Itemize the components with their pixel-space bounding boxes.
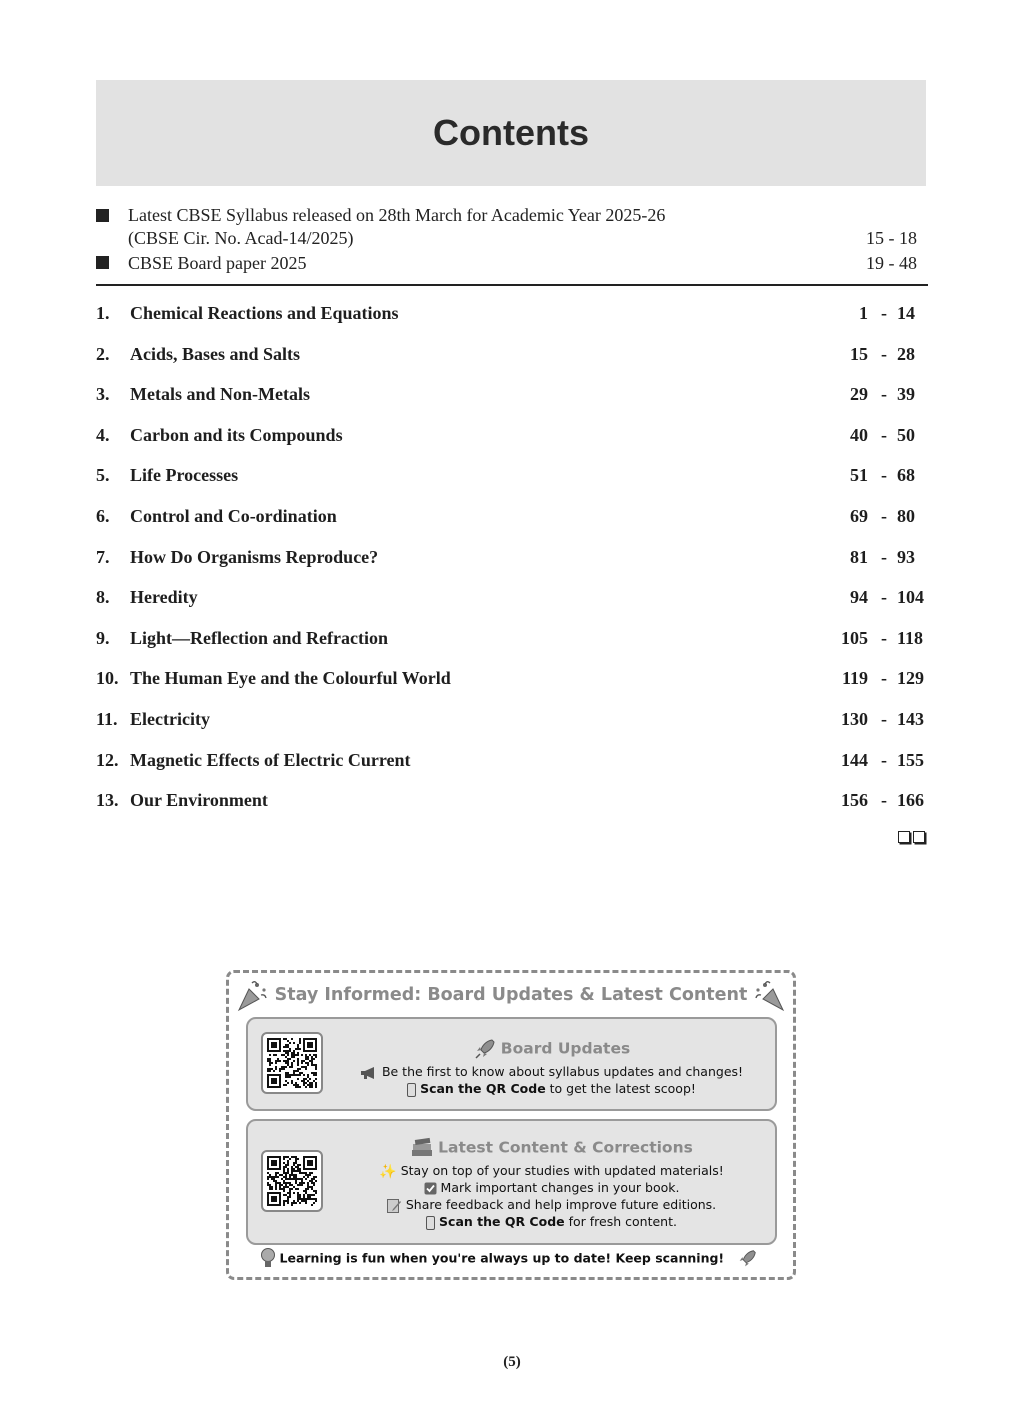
chapter-number: 3. [96,384,110,405]
chapter-number: 10. [96,668,119,689]
line-text: Stay on top of your studies with updated materials! [400,1163,724,1178]
chapter-page-end: 104 [897,587,924,608]
chapter-number: 1. [96,303,110,323]
latest-content-title [328,1137,775,1159]
chapter-number: 4. [96,424,110,445]
latest-content-card [246,1119,777,1245]
prelim-line: (CBSE Cir. No. Acad-14/2025) [128,228,354,248]
chapter-number: 12. [96,749,119,770]
chapter-page-start: 94 [850,587,868,608]
chapter-page-end: 93 [897,546,915,567]
chapter-number: 8. [96,587,110,608]
chapter-page-start: 130 [841,709,868,729]
chapter-page-end: 155 [897,749,924,770]
page-range-dash: - [881,790,887,811]
chapter-page-start: 156 [841,790,868,811]
latest-content-line3 [328,1197,775,1213]
info-box-footer [229,1247,793,1271]
board-updates-card [246,1017,777,1111]
card-title-text: Board Updates [500,1039,631,1058]
page-range-dash: - [881,546,887,567]
square-bullet-icon [96,256,109,269]
chapter-row[interactable] [96,465,928,491]
chapter-page-end: 143 [897,709,924,729]
chapter-page-end: 50 [897,424,915,445]
chapter-title: Light—Reflection and Refraction [130,627,388,648]
qr-code-board-updates[interactable] [261,1032,323,1094]
page-range-dash: - [881,627,887,648]
board-updates-title [328,1037,775,1061]
page-range-dash: - [881,709,887,729]
prelim-pages: 19 - 48 [866,253,917,273]
chapter-title: Control and Co-ordination [130,506,337,526]
chapter-title: Magnetic Effects of Electric Current [130,749,411,770]
chapter-title: Our Environment [130,790,268,811]
page-range-dash: - [881,668,887,689]
prelim-item-board-paper[interactable] [96,253,926,277]
line-text: to get the latest scoop! [545,1081,696,1096]
chapter-number: 2. [96,343,110,364]
latest-content-line1 [328,1163,775,1180]
books-icon [410,1137,434,1159]
board-updates-line1 [328,1064,775,1080]
page-number: (5) [503,1354,521,1370]
page-range-dash: - [881,424,887,445]
end-mark-icon [898,831,925,843]
line-bold: Scan the QR Code [420,1081,546,1096]
chapter-number: 5. [96,465,110,486]
chapter-page-start: 69 [850,506,868,526]
chapter-row[interactable] [96,790,928,816]
chapter-row[interactable] [96,344,928,370]
chapter-page-end: 28 [897,343,915,364]
lightbulb-icon [260,1247,276,1271]
page-range-dash: - [881,465,887,486]
phone-icon [426,1216,435,1230]
prelim-line: Latest CBSE Syllabus released on 28th March for Academic Year 2025-26 [128,205,666,225]
info-box-heading: Stay Informed: Board Updates & Latest Content [274,985,748,1005]
chapter-row[interactable] [96,547,928,573]
chapter-page-start: 51 [850,465,868,486]
chapter-page-start: 15 [850,343,868,364]
board-updates-line2 [328,1081,775,1097]
chapter-page-start: 144 [841,749,868,770]
contents-banner [96,80,926,186]
chapter-title: Acids, Bases and Salts [130,343,301,364]
page-range-dash: - [881,303,887,323]
page-range-dash: - [881,384,887,405]
stay-informed-box [226,970,796,1280]
page-title: Contents [433,112,589,153]
page-range-dash: - [881,506,887,526]
checkbox-icon [424,1182,437,1195]
square-bullet-icon [96,209,109,222]
memo-icon [387,1199,402,1213]
chapter-page-end: 129 [897,668,924,689]
chapter-number: 7. [96,546,110,567]
page-range-dash: - [881,343,887,364]
chapter-page-end: 118 [897,627,924,648]
megaphone-icon [360,1066,378,1080]
chapter-title: Chemical Reactions and Equations [130,303,399,323]
chapter-title: How Do Organisms Reproduce? [130,546,379,567]
chapter-row[interactable] [96,506,928,532]
chapter-row[interactable] [96,384,928,410]
chapter-number: 13. [96,790,119,811]
chapter-title: The Human Eye and the Colourful World [130,668,451,689]
chapter-number: 9. [96,627,110,648]
chapter-title: Metals and Non-Metals [130,384,310,405]
chapter-title: Heredity [130,587,198,608]
chapter-title: Electricity [130,709,210,729]
prelim-line: CBSE Board paper 2025 [128,253,307,273]
chapter-title: Life Processes [130,465,239,486]
chapter-page-end: 39 [897,384,915,405]
qr-code-latest-content[interactable] [261,1150,323,1212]
phone-icon [407,1083,416,1097]
chapter-page-start: 81 [850,546,868,567]
chapter-page-start: 105 [841,627,868,648]
line-bold: Scan the QR Code [439,1214,565,1229]
divider-rule [96,284,928,286]
chapter-page-start: 29 [850,384,868,405]
rocket-icon [736,1248,758,1270]
line-text: for fresh content. [564,1214,677,1229]
chapter-page-end: 14 [897,303,915,323]
chapter-page-start: 119 [841,668,868,689]
prelim-pages: 15 - 18 [866,228,917,248]
line-text: Share feedback and help improve future editions. [405,1197,717,1212]
chapter-page-start: 1 [859,303,868,323]
line-text: Be the first to know about syllabus updates and changes! [381,1064,744,1079]
page-range-dash: - [881,587,887,608]
chapter-page-end: 68 [897,465,915,486]
footer-text: Learning is fun when you're always up to date! Keep scanning! [279,1250,725,1266]
chapter-row[interactable] [96,668,928,694]
chapter-row[interactable] [96,587,928,613]
chapter-row[interactable] [96,750,928,776]
chapter-row[interactable] [96,709,928,735]
chapter-page-start: 40 [850,424,868,445]
chapter-page-end: 166 [897,790,924,811]
prelim-item-syllabus[interactable] [96,205,926,251]
chapter-page-end: 80 [897,506,915,526]
line-text: Mark important changes in your book. [440,1180,680,1195]
rocket-icon [473,1037,497,1061]
chapter-number: 6. [96,506,110,526]
latest-content-line4 [328,1214,775,1230]
page-range-dash: - [881,749,887,770]
chapter-title: Carbon and its Compounds [130,424,343,445]
chapter-number: 11. [96,709,118,729]
card-title-text: Latest Content & Corrections [438,1138,693,1157]
latest-content-line2 [328,1180,775,1195]
sparkles-icon: ✨ [379,1163,397,1180]
chapter-row[interactable] [96,303,928,329]
chapter-row[interactable] [96,628,928,654]
chapter-row[interactable] [96,425,928,451]
